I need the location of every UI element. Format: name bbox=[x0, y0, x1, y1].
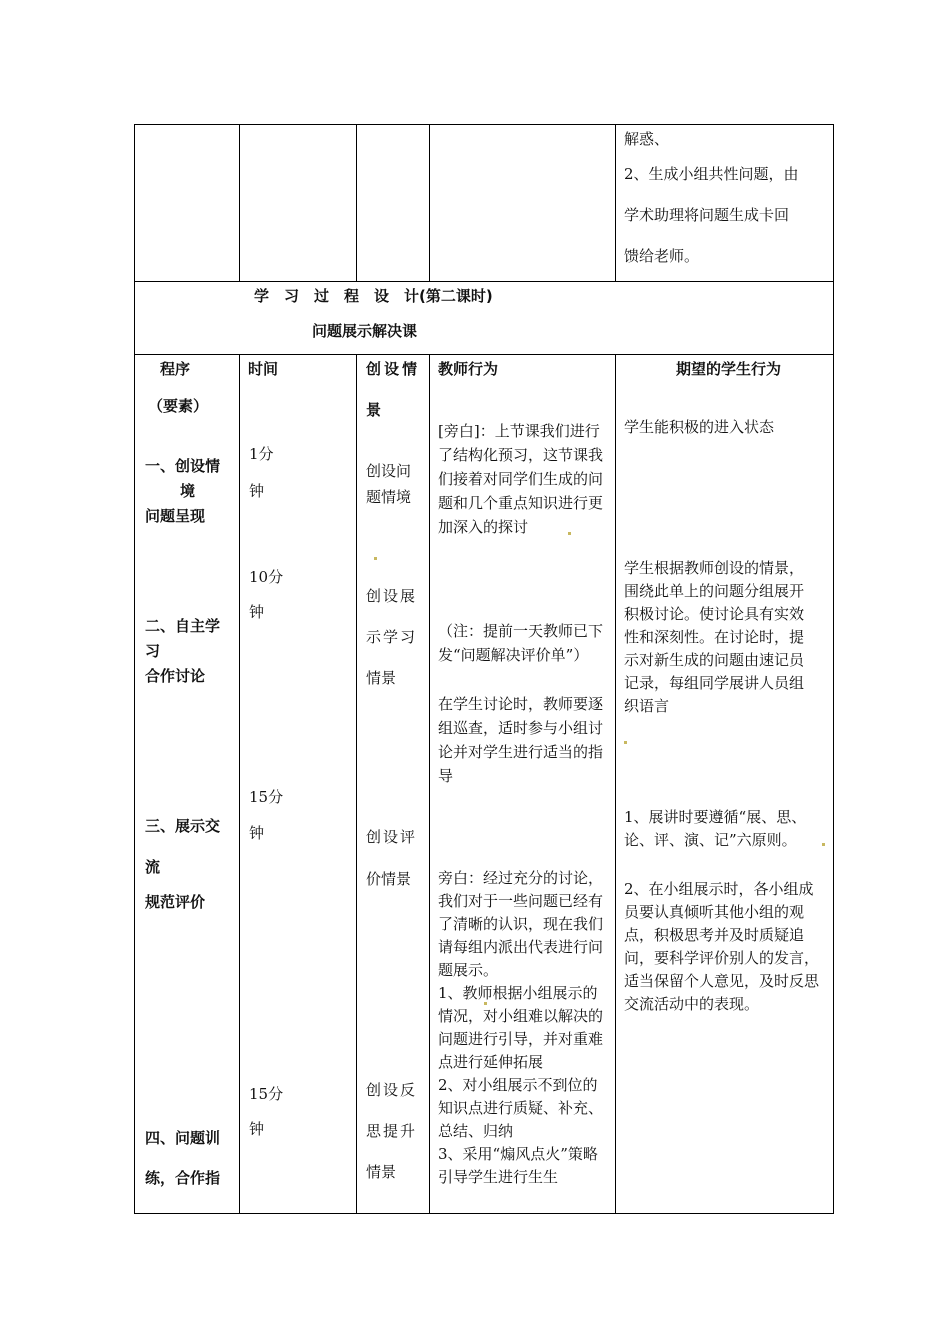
teacher-text: 2、对小组展示不到位的知识点进行质疑、补充、总结、归纳 bbox=[438, 1076, 604, 1140]
top-expected-line: 解惑、 bbox=[624, 130, 670, 148]
phase-name: 流 bbox=[145, 858, 161, 876]
phase-name: 问题呈现 bbox=[145, 507, 206, 525]
header-teacher: 教师行为 bbox=[438, 360, 499, 378]
student-text: 学生根据教师创设的情景，围绕此单上的问题分组展开积极讨论。使讨论具有实效性和深刻性。在讨论时，提示对新生成的问题由速记员记录，每组同学展讲人员组织语言 bbox=[624, 559, 805, 715]
phase-scene: 价情景 bbox=[366, 870, 412, 888]
top-expected-line: 学术助理将问题生成卡回 bbox=[624, 206, 790, 224]
teacher-text: 旁白：经过充分的讨论，我们对于一些问题已经有了清晰的认识，现在我们请每组内派出代表进行问题展示。 bbox=[438, 869, 604, 979]
phase-scene: 情景 bbox=[366, 1163, 397, 1181]
header-program-sub: （要素） bbox=[148, 397, 209, 415]
decorative-mark bbox=[624, 741, 627, 744]
phase-scene: 创设评 bbox=[366, 828, 418, 846]
phase-scene: 思提升 bbox=[366, 1122, 418, 1140]
top-expected-line: 2、生成小组共性问题，由 bbox=[624, 165, 799, 183]
phase-time: 钟 bbox=[249, 824, 265, 842]
header-scene: 创设情 bbox=[366, 360, 421, 378]
teacher-text: （注：提前一天教师已下发“问题解决评价单”） bbox=[438, 622, 604, 664]
header-scene: 景 bbox=[366, 401, 382, 419]
section-title: 学 习 过 程 设 计(第二课时) bbox=[254, 287, 493, 305]
phase-scene: 示学习 bbox=[366, 628, 418, 646]
top-expected-line: 馈给老师。 bbox=[624, 247, 700, 265]
column-divider bbox=[429, 124, 430, 281]
phase-name: 习 bbox=[145, 642, 161, 660]
phase-scene: 创设反 bbox=[366, 1081, 418, 1099]
phase-name: 练，合作指 bbox=[145, 1169, 221, 1187]
phase-time: 钟 bbox=[249, 1120, 265, 1138]
header-time: 时间 bbox=[248, 360, 279, 378]
phase-time: 钟 bbox=[249, 482, 265, 500]
section-subtitle: 问题展示解决课 bbox=[312, 322, 418, 340]
phase-name: 三、展示交 bbox=[145, 817, 221, 835]
phase-time: 15分 bbox=[249, 1085, 284, 1103]
phase-time: 15分 bbox=[249, 788, 284, 806]
column-divider bbox=[429, 354, 430, 1214]
decorative-mark bbox=[484, 1002, 487, 1005]
decorative-mark bbox=[822, 843, 825, 846]
header-student: 期望的学生行为 bbox=[676, 360, 782, 378]
column-divider bbox=[239, 124, 240, 281]
teacher-text: [旁白]：上节课我们进行了结构化预习，这节课我们接着对同学们生成的问题和几个重点知识进行更加深入的探讨 bbox=[438, 422, 604, 536]
phase-scene: 创设问 bbox=[366, 462, 412, 480]
student-text: 2、在小组展示时，各小组成员要认真倾听其他小组的观点，积极思考并及时质疑追问，要科学评价别人的发言，适当保留个人意见，及时反思交流活动中的表现。 bbox=[624, 880, 820, 1013]
student-text: 1、展讲时要遵循“展、思、论、评、演、记”六原则。 bbox=[624, 808, 807, 849]
teacher-text: 3、采用“煽风点火”策略引导学生进行生生 bbox=[438, 1145, 598, 1186]
phase-name: 合作讨论 bbox=[145, 667, 206, 685]
phase-time: 钟 bbox=[249, 603, 265, 621]
phase-time: 10分 bbox=[249, 568, 284, 586]
decorative-mark bbox=[374, 557, 377, 560]
column-divider bbox=[356, 124, 357, 281]
phase-scene: 情景 bbox=[366, 669, 397, 687]
phase-name: 规范评价 bbox=[145, 893, 206, 911]
phase-time: 1分 bbox=[249, 445, 274, 463]
column-divider bbox=[615, 354, 616, 1214]
column-divider bbox=[615, 124, 616, 281]
phase-name: 二、自主学 bbox=[145, 617, 221, 635]
phase-name: 四、问题训 bbox=[145, 1129, 221, 1147]
decorative-mark bbox=[568, 532, 571, 535]
row-divider bbox=[134, 281, 834, 282]
phase-scene: 题情境 bbox=[366, 488, 412, 506]
phase-name: 境 bbox=[180, 482, 196, 500]
phase-scene: 创设展 bbox=[366, 587, 418, 605]
phase-name: 一、创设情 bbox=[145, 457, 221, 475]
student-text: 学生能积极的进入状态 bbox=[624, 418, 775, 436]
teacher-text: 1、教师根据小组展示的情况，对小组难以解决的问题进行引导，并对重难点进行延伸拓展 bbox=[438, 984, 604, 1071]
column-divider bbox=[356, 354, 357, 1214]
column-divider bbox=[239, 354, 240, 1214]
header-program: 程序 bbox=[160, 360, 191, 378]
teacher-text: 在学生讨论时，教师要逐组巡查，适时参与小组讨论并对学生进行适当的指导 bbox=[438, 695, 604, 785]
